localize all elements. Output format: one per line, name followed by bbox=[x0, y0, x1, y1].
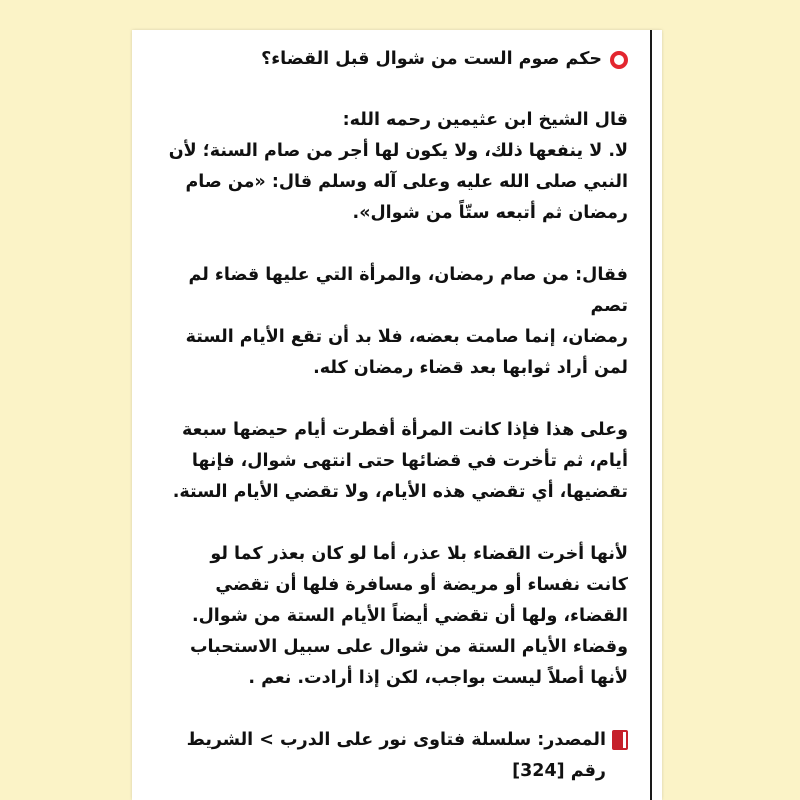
fatwa-text-block bbox=[158, 44, 628, 787]
text-line: لا. لا ينفعها ذلك، ولا يكون لها أجر من صام السنة؛ لأن bbox=[168, 141, 628, 161]
paragraph-2 bbox=[158, 260, 628, 384]
source-citation bbox=[158, 725, 628, 787]
page-title: حكم صوم الست من شوال قبل القضاء؟ bbox=[261, 49, 602, 69]
text-line: لأنها أصلاً ليست بواجب، لكن إذا أرادت. نعم . bbox=[248, 668, 628, 688]
red-book-icon bbox=[612, 730, 628, 750]
red-circle-icon bbox=[610, 51, 628, 69]
paragraph-1 bbox=[158, 105, 628, 229]
source-text bbox=[187, 725, 606, 787]
text-line: رمضان ثم أتبعه ستّاً من شوال». bbox=[352, 203, 628, 223]
text-line: وقضاء الأيام الستة من شوال على سبيل الاستحباب bbox=[189, 637, 628, 657]
text-line: لأنها أخرت القضاء بلا عذر، أما لو كان بعذر كما لو bbox=[210, 544, 628, 564]
text-line: النبي صلى الله عليه وعلى آله وسلم قال: «من صام bbox=[185, 172, 628, 192]
title-line bbox=[158, 44, 628, 75]
text-line: كانت نفساء أو مريضة أو مسافرة فلها أن تقضي bbox=[215, 575, 628, 595]
paragraph-3 bbox=[158, 415, 628, 508]
text-line: رمضان، إنما صامت بعضه، فلا بد أن تقع الأيام الستة bbox=[185, 327, 628, 347]
text-line: وعلى هذا فإذا كانت المرأة أفطرت أيام حيضها سبعة bbox=[182, 420, 628, 440]
text-line: لمن أراد ثوابها بعد قضاء رمضان كله. bbox=[313, 358, 628, 378]
card-divider-line bbox=[650, 30, 652, 800]
text-line: فقال: من صام رمضان، والمرأة التي عليها قضاء لم تصم bbox=[188, 265, 628, 316]
text-line: تقضيها، أي تقضي هذه الأيام، ولا تقضي الأيام الستة. bbox=[172, 482, 628, 502]
source-line: رقم [324] bbox=[512, 761, 606, 781]
source-line: المصدر: سلسلة فتاوى نور على الدرب > الشريط bbox=[186, 730, 606, 750]
text-line: قال الشيخ ابن عثيمين رحمه الله: bbox=[342, 110, 628, 130]
text-line: القضاء، ولها أن تقضي أيضاً الأيام الستة من شوال. bbox=[191, 606, 628, 626]
text-line: أيام، ثم تأخرت في قضائها حتى انتهى شوال، فإنها bbox=[191, 451, 628, 471]
paragraph-4 bbox=[158, 539, 628, 694]
